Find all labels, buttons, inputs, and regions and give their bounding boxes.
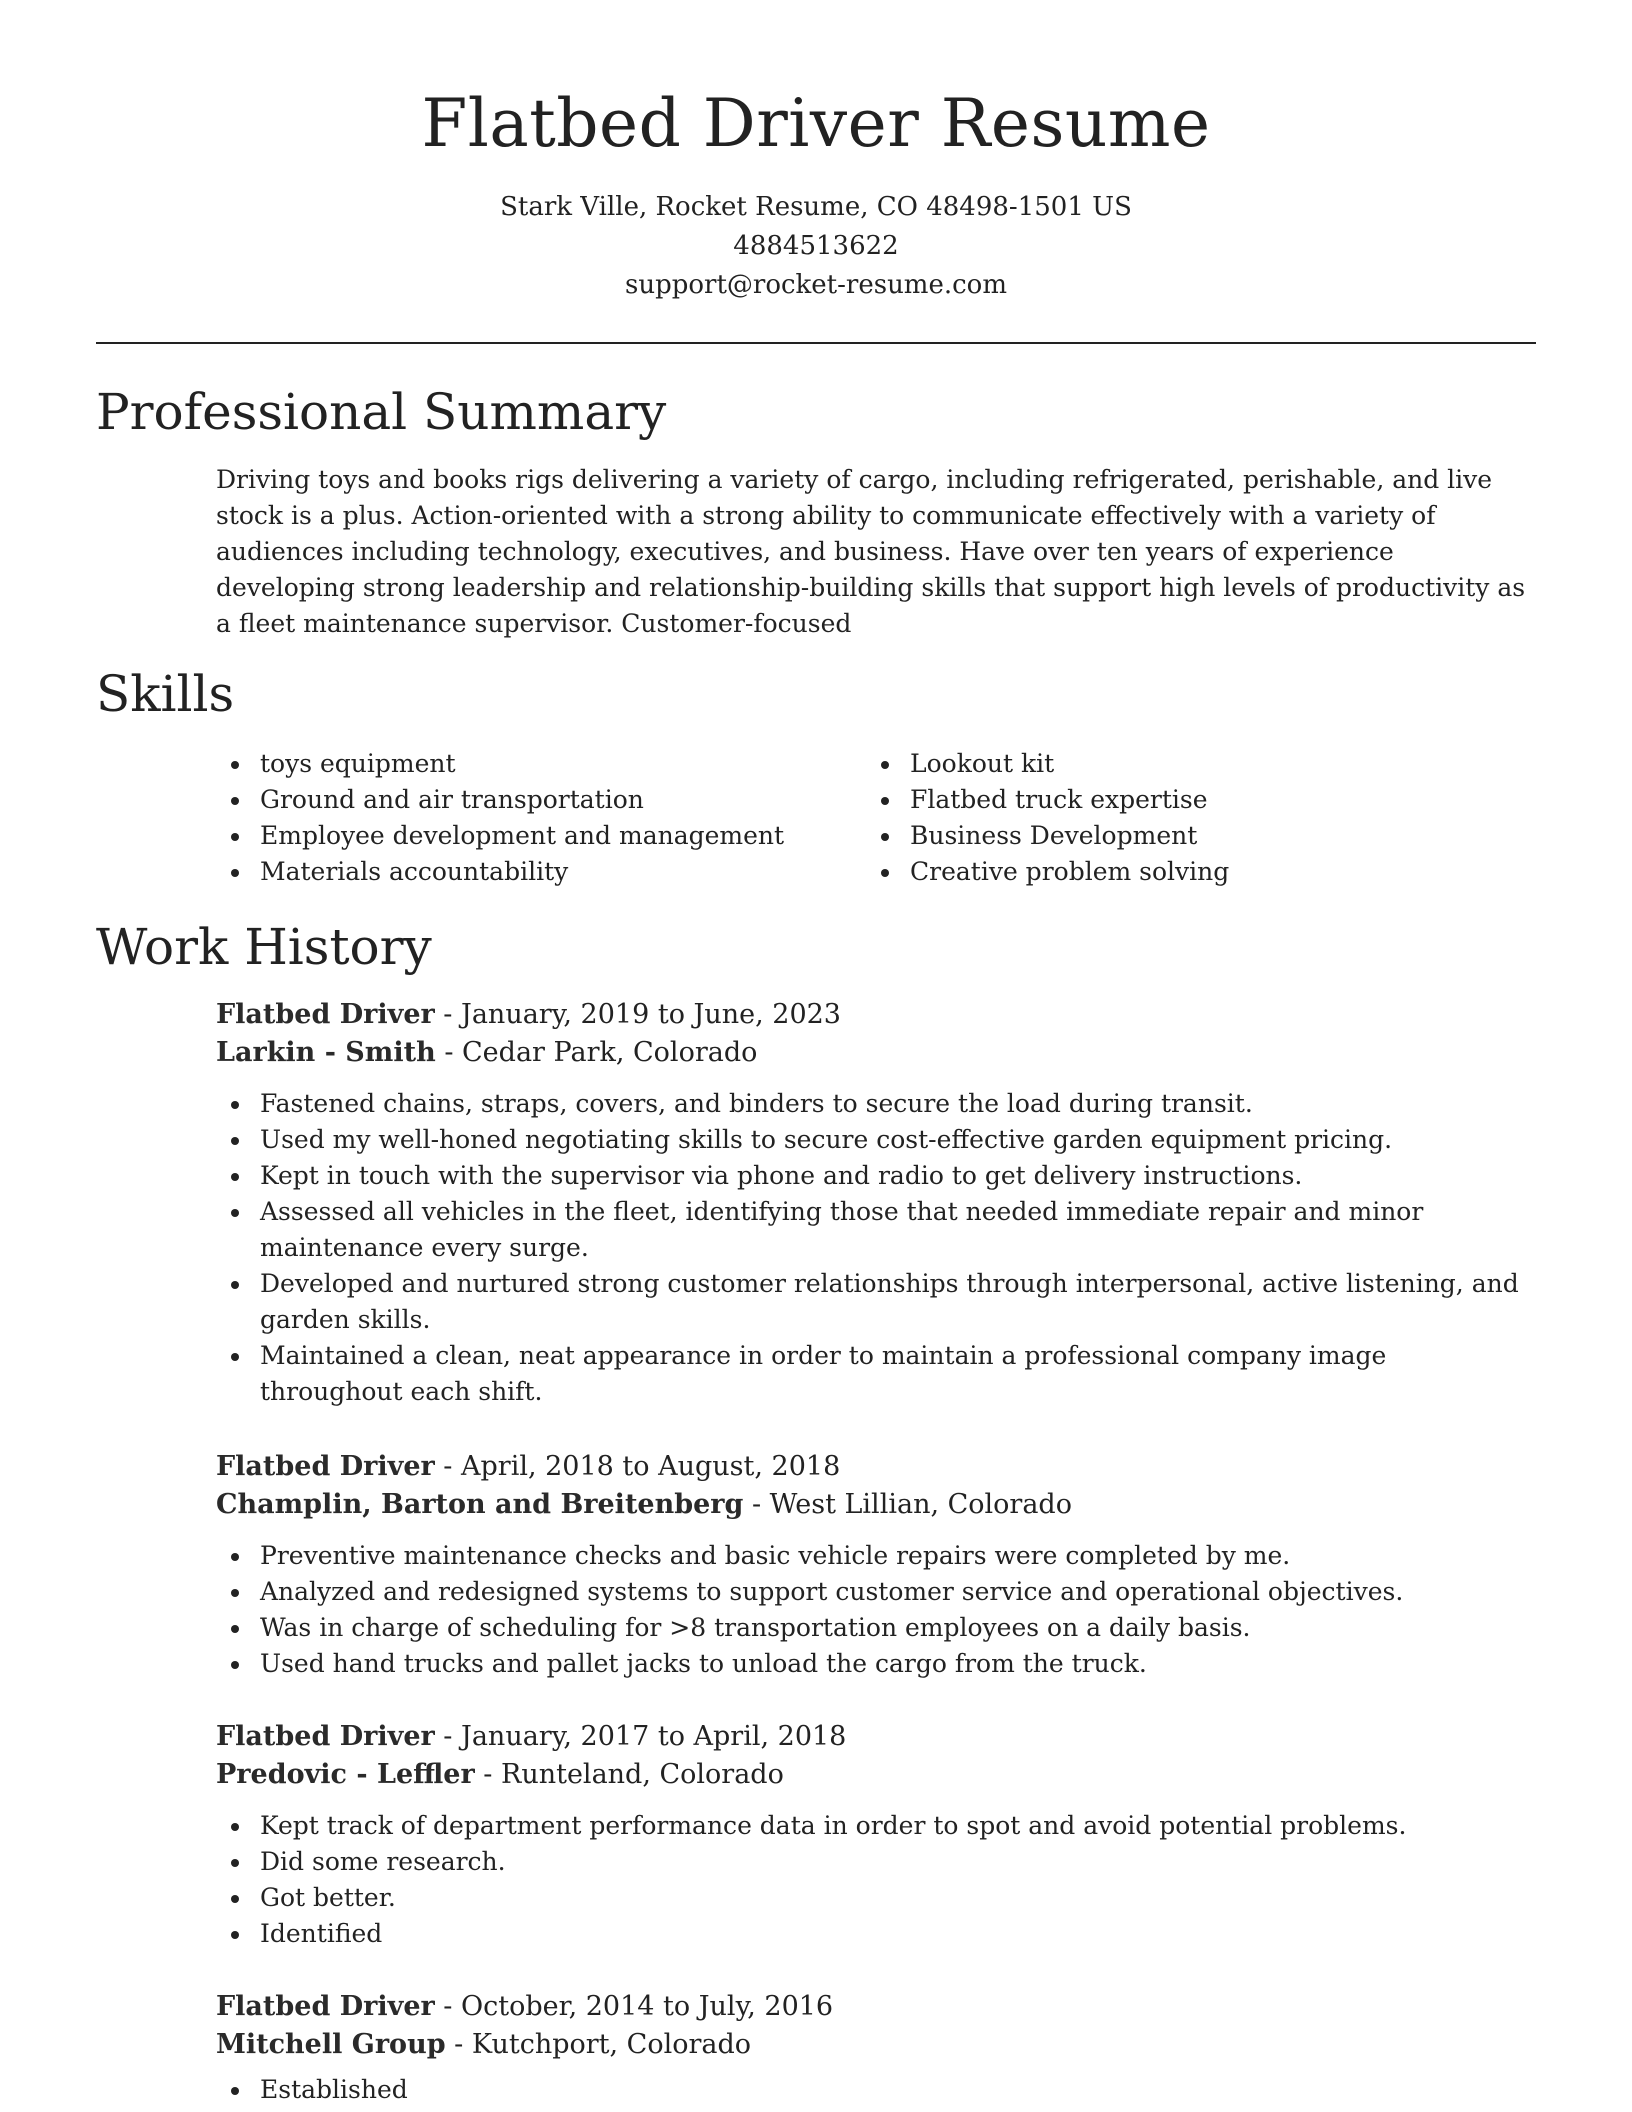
- job-company: Mitchell Group: [216, 2029, 446, 2060]
- job-title-line: [216, 1448, 1536, 1486]
- job-company-line: [216, 1756, 1536, 1794]
- responsibility-item: Identified: [216, 1916, 1536, 1952]
- responsibility-item: Established: [216, 2072, 1536, 2108]
- job-title: Flatbed Driver: [216, 1721, 435, 1752]
- resume-header: [0, 0, 1632, 305]
- responsibility-item: Assessed all vehicles in the fleet, identifying those that needed immediate repair and minor maintenance every surge.: [216, 1194, 1536, 1266]
- contact-address: Stark Ville, Rocket Resume, CO 48498-1501 US: [500, 192, 1132, 222]
- job-responsibilities: [216, 1086, 1536, 1410]
- job-entry: [216, 996, 1536, 1410]
- responsibility-item: Used my well-honed negotiating skills to secure cost-effective garden equipment pricing.: [216, 1122, 1536, 1158]
- job-title-line: [216, 1718, 1536, 1756]
- job-title-line: [216, 996, 1536, 1034]
- job-company-line: [216, 2026, 1536, 2064]
- skill-item: Materials accountability: [216, 854, 784, 890]
- job-entry: [216, 1988, 1536, 2108]
- responsibility-item: Used hand trucks and pallet jacks to unload the cargo from the truck.: [216, 1646, 1536, 1682]
- work-history-heading: Work History: [96, 918, 432, 976]
- skill-item: Lookout kit: [866, 746, 1229, 782]
- responsibility-item: Maintained a clean, neat appearance in order to maintain a professional company image throughout each shift.: [216, 1338, 1536, 1410]
- job-location: - Kutchport, Colorado: [445, 2029, 752, 2060]
- responsibility-item: Fastened chains, straps, covers, and binders to secure the load during transit.: [216, 1086, 1536, 1122]
- responsibility-item: Kept in touch with the supervisor via phone and radio to get delivery instructions.: [216, 1158, 1536, 1194]
- job-company-line: [216, 1486, 1536, 1524]
- skill-item: Creative problem solving: [866, 854, 1229, 890]
- contact-phone: 4884513622: [733, 231, 899, 261]
- job-dates: - October, 2014 to July, 2016: [434, 1991, 834, 2022]
- skills-column-right: [866, 746, 1229, 890]
- job-responsibilities: [216, 1808, 1536, 1952]
- job-company-line: [216, 1034, 1536, 1072]
- responsibility-item: Developed and nurtured strong customer relationships through interpersonal, active listening, and garden skills.: [216, 1266, 1536, 1338]
- job-company: Larkin - Smith: [216, 1037, 436, 1068]
- responsibility-item: Preventive maintenance checks and basic vehicle repairs were completed by me.: [216, 1538, 1536, 1574]
- skill-item: Employee development and management: [216, 818, 784, 854]
- job-title-line: [216, 1988, 1536, 2026]
- job-title: Flatbed Driver: [216, 999, 435, 1030]
- job-title: Flatbed Driver: [216, 1451, 435, 1482]
- job-entry: [216, 1448, 1536, 1682]
- job-dates: - April, 2018 to August, 2018: [434, 1451, 841, 1482]
- responsibility-item: Kept track of department performance data in order to spot and avoid potential problems.: [216, 1808, 1536, 1844]
- skill-item: toys equipment: [216, 746, 784, 782]
- job-company: Predovic - Leffler: [216, 1759, 475, 1790]
- job-company: Champlin, Barton and Breitenberg: [216, 1489, 744, 1520]
- summary-text: Driving toys and books rigs delivering a variety of cargo, including refrigerated, perishable, and live stock is a plus. Action-oriented with a strong ability to communicate effectively with a variety of audiences including technology, executives, and business. Have over ten years of experience developing strong leadership and relationship-building skills that support high levels of productivity as a fleet maintenance supervisor. Customer-focused: [216, 465, 1526, 638]
- skill-item: Flatbed truck expertise: [866, 782, 1229, 818]
- header-divider: [96, 342, 1536, 344]
- contact-info: [0, 188, 1632, 305]
- skills-column-left: [216, 746, 784, 890]
- responsibility-item: Did some research.: [216, 1844, 1536, 1880]
- job-title: Flatbed Driver: [216, 1991, 435, 2022]
- job-location: - West Lillian, Colorado: [743, 1489, 1072, 1520]
- skill-item: Ground and air transportation: [216, 782, 784, 818]
- job-responsibilities: [216, 1538, 1536, 1682]
- job-dates: - January, 2019 to June, 2023: [434, 999, 841, 1030]
- responsibility-item: Analyzed and redesigned systems to support customer service and operational objectives.: [216, 1574, 1536, 1610]
- job-location: - Cedar Park, Colorado: [435, 1037, 758, 1068]
- job-responsibilities: [216, 2072, 1536, 2108]
- job-location: - Runteland, Colorado: [474, 1759, 784, 1790]
- job-entry: [216, 1718, 1536, 1952]
- responsibility-item: Got better.: [216, 1880, 1536, 1916]
- job-dates: - January, 2017 to April, 2018: [434, 1721, 847, 1752]
- contact-email: support@rocket-resume.com: [624, 270, 1007, 300]
- resume-title: Flatbed Driver Resume: [421, 85, 1211, 162]
- responsibility-item: Was in charge of scheduling for >8 transportation employees on a daily basis.: [216, 1610, 1536, 1646]
- skill-item: Business Development: [866, 818, 1229, 854]
- summary-heading: Professional Summary: [96, 383, 667, 441]
- skills-heading: Skills: [96, 665, 235, 723]
